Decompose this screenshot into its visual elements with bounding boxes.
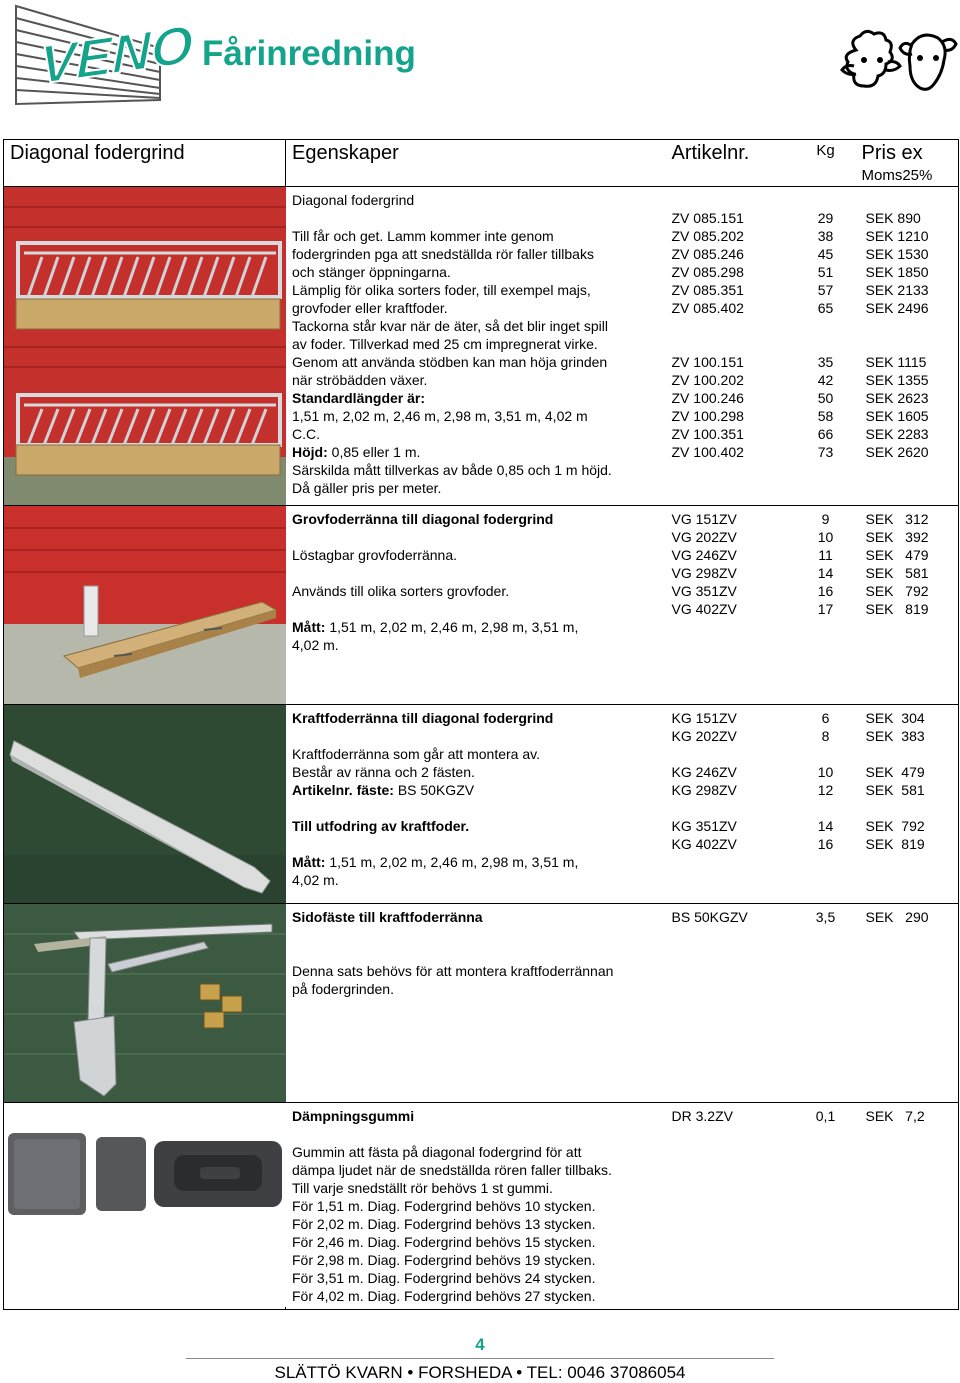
item-price: SEK 581 [865,565,929,581]
fodergrind-photo [4,187,286,505]
item-weight: 8 [821,728,830,744]
description-text: Används till olika sorters grovfoder. [292,583,510,599]
article-number: ZV 100.351 [671,426,744,442]
article-number: ZV 085.202 [671,228,744,244]
description-text: För 1,51 m. Diag. Fodergrind behövs 10 stycken. [292,1198,596,1214]
description-text: när ströbädden växer. [292,372,428,388]
item-price: SEK 479 [865,764,925,780]
description-text: För 2,46 m. Diag. Fodergrind behövs 15 stycken. [292,1234,596,1250]
item-weight: 9 [821,511,830,527]
article-number: VG 246ZV [671,547,737,563]
item-weight: 45 [817,246,834,262]
item-price: SEK 7,2 [865,1108,925,1124]
item-weight: 16 [817,583,834,599]
description-text: dämpa ljudet när de snedställda rören faller tillbaks. [292,1162,612,1178]
description-text: Gummin att fästa på diagonal fodergrind för att [292,1144,582,1160]
description-text: Löstagbar grovfoderränna. [292,547,457,563]
description-line [292,425,660,443]
description-line [292,317,660,335]
item-price: SEK 2623 [865,390,929,406]
description-line [292,335,660,353]
description-line [292,636,660,654]
item-price: SEK 792 [865,583,929,599]
item-weight: 10 [817,764,834,780]
spacer [802,191,850,209]
description-line [292,227,660,245]
description-text: Då gäller pris per meter. [292,480,442,496]
article-number: KG 298ZV [671,782,737,798]
description-line [292,962,660,980]
spacer [292,944,660,962]
item-price: SEK 2283 [865,426,929,442]
description-bold-text: Mått: [292,854,326,870]
weight-column [796,1103,856,1310]
product-row [4,506,959,705]
description-text: grovfoder eller kraftfoder. [292,300,448,316]
description-line [292,245,660,263]
article-number [672,317,790,335]
item-weight: 65 [817,300,834,316]
product-image-cell [4,705,286,904]
item-weight: 11 [818,547,833,563]
item-weight: 58 [817,408,834,424]
item-weight: 35 [817,354,834,370]
description-text: 4,02 m. [292,872,339,888]
description-line [292,407,660,425]
price-column [856,506,959,705]
product-table [3,139,958,1310]
spacer [866,191,953,209]
description-line [292,1197,660,1215]
spacer [292,926,660,944]
spacer [292,600,660,618]
description-text: Består av ränna och 2 fästen. [292,764,475,780]
description-text: Till får och get. Lamm kommer inte genom [292,228,554,244]
item-price: SEK 1115 [865,354,927,370]
article-number [672,799,790,817]
sheep-icon [838,32,958,102]
svg-text:VENO: VENO [40,14,193,96]
description-text: Tackorna står kvar när de äter, så det blir inget spill [292,318,608,334]
item-price: SEK 290 [865,909,929,925]
description-line [292,853,660,871]
item-weight [802,335,850,353]
dampningsgummi-photo [4,1103,286,1307]
weight-column [796,506,856,705]
item-price: SEK 383 [865,728,925,744]
product-description [286,1103,666,1310]
item-price: SEK 1355 [865,372,929,388]
description-line [292,461,660,479]
description-line [292,479,660,497]
grovfoderranna-photo [4,506,286,704]
description-line [292,871,660,889]
item-weight [802,745,850,763]
description-text: Genom att använda stödben kan man höja grinden [292,354,608,370]
description-text: För 2,98 m. Diag. Fodergrind behövs 19 stycken. [292,1252,596,1268]
item-weight: 14 [817,818,834,834]
description-line [292,1107,660,1125]
description-line [292,1143,660,1161]
spacer [292,727,660,745]
description-line [292,980,660,998]
spacer [292,528,660,546]
page-number: 4 [475,1335,485,1354]
article-number: ZV 100.202 [671,372,744,388]
product-description [286,705,666,904]
description-bold-text: Sidofäste till kraftfoderränna [292,909,483,925]
description-text: C.C. [292,426,320,442]
page-header [0,0,960,135]
article-number: KG 202ZV [671,728,737,744]
product-image-cell [4,1103,286,1310]
article-number: VG 298ZV [671,565,737,581]
description-bold-text: Grovfoderränna till diagonal fodergrind [292,511,554,527]
description-line [292,443,660,461]
item-weight: 66 [817,426,834,442]
table-header-row [4,140,959,187]
spacer [292,799,660,817]
price-header-vat: Moms25% [861,167,933,184]
description-line [292,281,660,299]
article-number: VG 202ZV [671,529,737,545]
description-line [292,510,660,528]
description-text: 1,51 m, 2,02 m, 2,46 m, 2,98 m, 3,51 m, [325,854,579,870]
article-number: ZV 085.351 [671,282,744,298]
article-number: ZV 085.151 [671,210,744,226]
description-line [292,546,660,564]
item-price [866,317,953,335]
item-weight: 12 [817,782,834,798]
description-text: Särskilda mått tillverkas av både 0,85 och 1 m höjd. [292,462,612,478]
item-price: SEK 479 [865,547,929,563]
item-weight: 3,5 [815,909,836,925]
article-number-column [666,506,796,705]
product-row [4,1103,959,1310]
description-text: Lämplig för olika sorters foder, till exempel majs, [292,282,591,298]
description-line [292,299,660,317]
article-number: ZV 100.151 [671,354,744,370]
description-bold-text: Höjd: [292,444,328,460]
description-text: För 2,02 m. Diag. Fodergrind behövs 13 stycken. [292,1216,596,1232]
description-bold-text: Kraftfoderränna till diagonal fodergrind [292,710,554,726]
description-line [292,908,660,926]
price-column [856,705,959,904]
item-weight: 50 [817,390,834,406]
veno-logo [10,4,193,106]
item-weight: 6 [821,710,830,726]
article-number: ZV 085.298 [671,264,744,280]
description-text: 4,02 m. [292,637,339,653]
description-line [292,389,660,407]
description-line [292,1251,660,1269]
description-text: och stänger öppningarna. [292,264,451,280]
description-line [292,1161,660,1179]
article-number: ZV 100.246 [671,390,744,406]
item-price: SEK 1210 [865,228,929,244]
description-line [292,817,660,835]
item-weight: 73 [817,444,834,460]
description-line [292,745,660,763]
item-weight: 42 [817,372,834,388]
spacer [672,191,790,209]
article-number-column [666,705,796,904]
item-price: SEK 1605 [865,408,929,424]
description-text: 1,51 m, 2,02 m, 2,46 m, 2,98 m, 3,51 m, 4,02 m [292,408,588,424]
article-number: VG 151ZV [671,511,737,527]
description-line [292,709,660,727]
page-title: Fårinredning [202,34,416,73]
description-text: BS 50KGZV [393,782,475,798]
item-weight [802,799,850,817]
article-number: VG 351ZV [671,583,737,599]
description-line [292,1215,660,1233]
product-row [4,904,959,1103]
description-line [292,763,660,781]
description-bold-text: Artikelnr. fäste: [292,782,394,798]
description-text: För 4,02 m. Diag. Fodergrind behövs 27 stycken. [292,1288,596,1304]
article-number [672,745,790,763]
item-price: SEK 2620 [865,444,929,460]
spacer [292,835,660,853]
column-header-article-number: Artikelnr. [666,140,796,187]
spacer [292,1125,660,1143]
article-number: KG 246ZV [671,764,737,780]
price-header-label: Pris ex [861,142,923,164]
description-text: fodergrinden pga att snedställda rör faller tillbaks [292,246,594,262]
item-weight [802,317,850,335]
weight-column [796,187,856,506]
price-column [856,904,959,1103]
column-header-product: Diagonal fodergrind [4,140,286,187]
price-column [856,187,959,506]
item-weight: 16 [817,836,834,852]
item-price: SEK 2496 [865,300,929,316]
product-description [286,904,666,1103]
item-weight: 51 [817,264,834,280]
item-price: SEK 819 [865,836,925,852]
item-weight: 29 [817,210,834,226]
column-header-kg: Kg [796,140,856,187]
description-text: på fodergrinden. [292,981,394,997]
spacer [292,564,660,582]
article-number-column [666,187,796,506]
description-line [292,582,660,600]
product-image-cell [4,506,286,705]
footer-contact: SLÄTTÖ KVARN • FORSHEDA • TEL: 0046 37086054 [274,1363,686,1382]
weight-column [796,904,856,1103]
item-price: SEK 1850 [865,264,929,280]
item-weight: 0,1 [815,1108,836,1124]
item-price [866,745,953,763]
description-text: av foder. Tillverkad med 25 cm impregnerat virke. [292,336,598,352]
description-line [292,353,660,371]
description-text: Till varje snedställt rör behövs 1 st gummi. [292,1180,553,1196]
item-price [866,335,953,353]
article-number: KG 351ZV [671,818,737,834]
item-weight: 57 [817,282,834,298]
kraftfoderranna-photo [4,705,286,903]
item-price: SEK 792 [865,818,925,834]
description-line [292,371,660,389]
article-number: ZV 085.246 [671,246,744,262]
article-number: BS 50KGZV [671,909,748,925]
price-column [856,1103,959,1310]
article-number: VG 402ZV [671,601,737,617]
sidofaste-photo [4,904,286,1102]
column-header-properties: Egenskaper [286,140,666,187]
column-header-price [856,140,959,187]
description-text: Denna sats behövs för att montera kraftfoderrännan [292,963,614,979]
description-line [292,263,660,281]
footer-divider [186,1358,774,1359]
description-text: 0,85 eller 1 m. [327,444,421,460]
description-line [292,1269,660,1287]
article-number: ZV 100.298 [671,408,744,424]
weight-column [796,705,856,904]
description-line [292,1287,660,1305]
spacer [292,209,660,227]
description-text: För 3,51 m. Diag. Fodergrind behövs 24 stycken. [292,1270,596,1286]
article-number: ZV 085.402 [671,300,744,316]
article-number: KG 402ZV [671,836,737,852]
description-line [292,1233,660,1251]
product-image-cell [4,187,286,506]
description-bold-text: Mått: [292,619,326,635]
item-price: SEK 819 [865,601,929,617]
description-text: 1,51 m, 2,02 m, 2,46 m, 2,98 m, 3,51 m, [325,619,579,635]
article-number: DR 3.2ZV [671,1108,733,1124]
article-number-column [666,904,796,1103]
item-price: SEK 392 [865,529,929,545]
item-price: SEK 312 [865,511,929,527]
item-price: SEK 581 [865,782,925,798]
item-weight: 17 [817,601,834,617]
product-row [4,187,959,506]
item-price: SEK 1530 [865,246,929,262]
item-weight: 38 [817,228,834,244]
product-row [4,705,959,904]
product-description [286,187,666,506]
description-bold-text: Standardlängder är: [292,390,426,406]
description-line [292,618,660,636]
article-number: KG 151ZV [671,710,737,726]
description-text: Kraftfoderränna som går att montera av. [292,746,540,762]
product-image-cell [4,904,286,1103]
item-price [866,799,953,817]
product-description [286,506,666,705]
article-number: ZV 100.402 [671,444,744,460]
description-text: Diagonal fodergrind [292,192,415,208]
item-weight: 14 [817,565,834,581]
item-weight: 10 [817,529,834,545]
description-bold-text: Dämpningsgummi [292,1108,415,1124]
article-number-column [666,1103,796,1310]
item-price: SEK 2133 [865,282,929,298]
article-number [672,335,790,353]
description-line [292,191,660,209]
item-price: SEK 890 [865,210,921,226]
description-line [292,1179,660,1197]
description-line [292,781,660,799]
item-price: SEK 304 [865,710,925,726]
description-bold-text: Till utfodring av kraftfoder. [292,818,470,834]
